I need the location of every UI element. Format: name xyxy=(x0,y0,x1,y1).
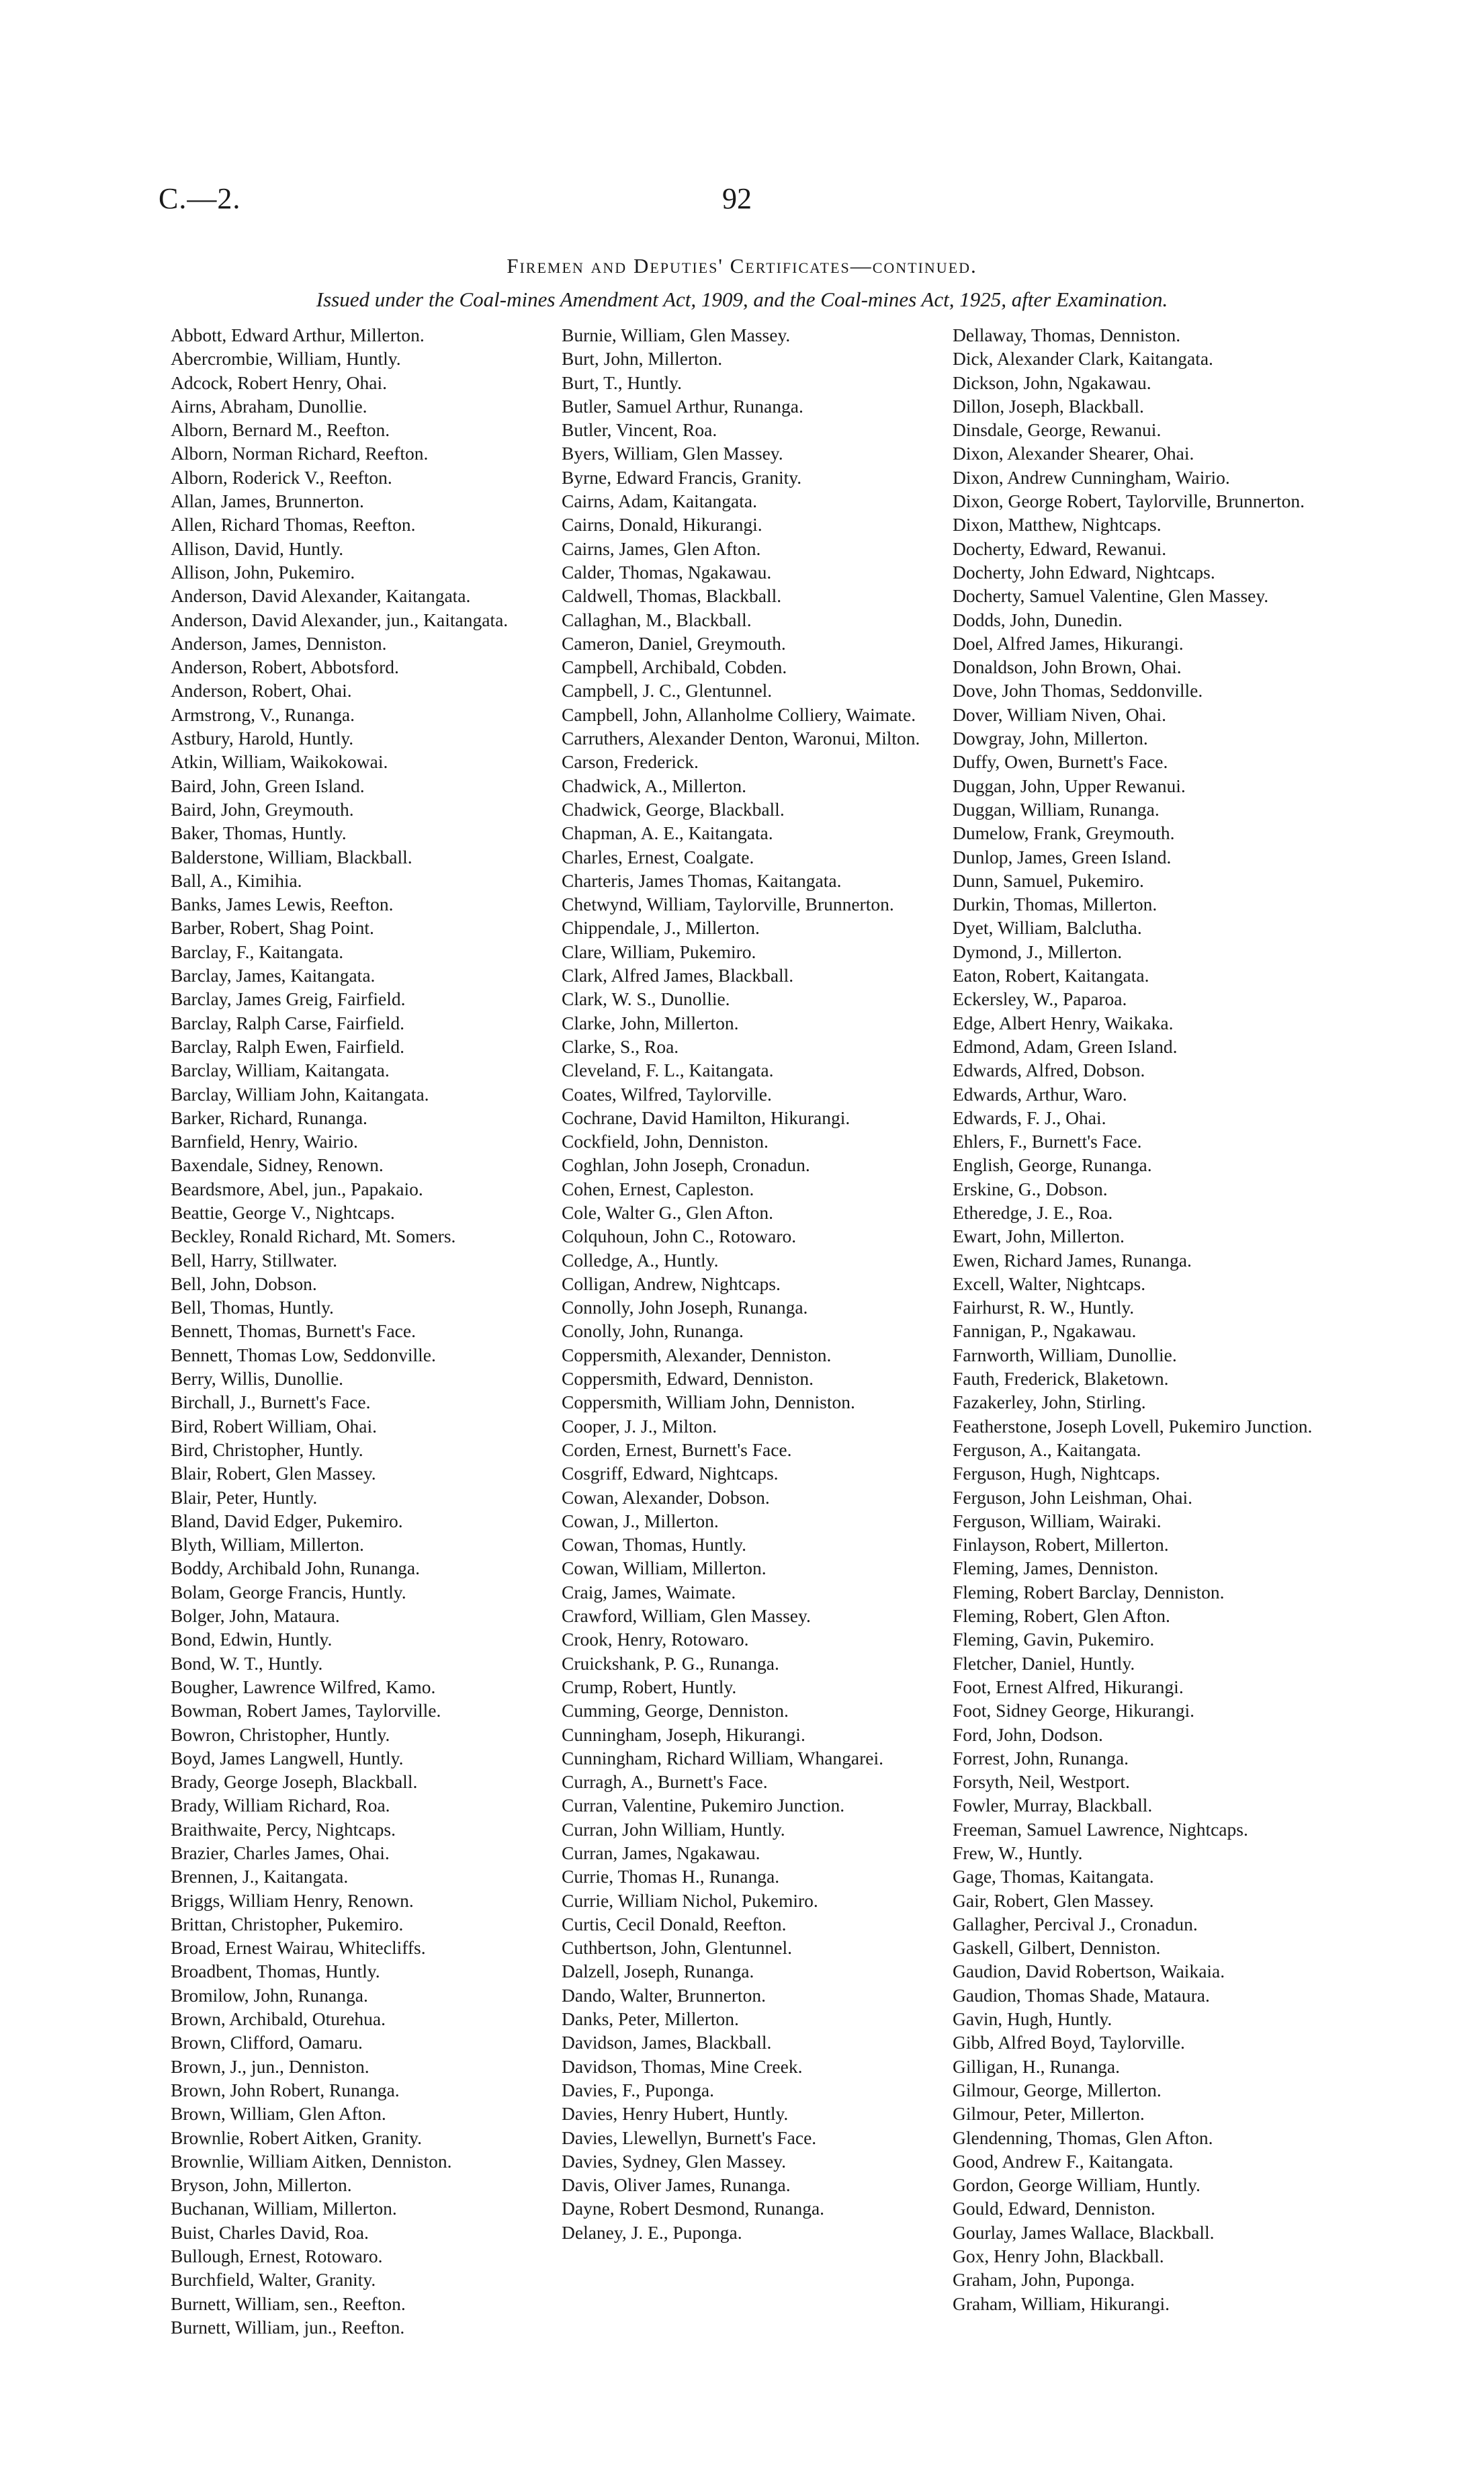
list-entry: Bond, W. T., Huntly. xyxy=(171,1652,323,1674)
list-entry: Etheredge, J. E., Roa. xyxy=(953,1201,1113,1223)
list-entry: Blair, Robert, Glen Massey. xyxy=(171,1463,376,1484)
list-entry: Clarke, S., Roa. xyxy=(562,1035,679,1057)
list-entry: Anderson, David Alexander, Kaitangata. xyxy=(171,585,471,607)
list-entry: Cockfield, John, Denniston. xyxy=(562,1131,769,1152)
list-entry: Clarke, John, Millerton. xyxy=(562,1012,739,1033)
list-entry: Brown, William, Glen Afton. xyxy=(171,2103,386,2125)
list-entry: Fleming, Robert Barclay, Denniston. xyxy=(953,1581,1225,1603)
list-entry: Alborn, Roderick V., Reefton. xyxy=(171,466,392,488)
list-entry: Cruickshank, P. G., Runanga. xyxy=(562,1652,779,1674)
list-entry: Conolly, John, Runanga. xyxy=(562,1320,744,1342)
list-entry: Crump, Robert, Huntly. xyxy=(562,1676,737,1697)
list-entry: Eckersley, W., Paparoa. xyxy=(953,988,1127,1010)
list-entry: Bell, Thomas, Huntly. xyxy=(171,1297,334,1318)
list-entry: Barclay, William John, Kaitangata. xyxy=(171,1083,429,1105)
list-entry: Brennen, J., Kaitangata. xyxy=(171,1866,349,1887)
list-entry: Butler, Vincent, Roa. xyxy=(562,419,717,441)
list-entry: Bolam, George Francis, Huntly. xyxy=(171,1581,406,1603)
list-entry: Bond, Edwin, Huntly. xyxy=(171,1629,333,1650)
list-entry: Dunlop, James, Green Island. xyxy=(953,846,1172,867)
list-entry: Dove, John Thomas, Seddonville. xyxy=(953,680,1203,701)
list-entry: Callaghan, M., Blackball. xyxy=(562,609,752,630)
list-entry: Fannigan, P., Ngakawau. xyxy=(953,1320,1137,1342)
list-entry: Barber, Robert, Shag Point. xyxy=(171,917,374,939)
list-entry: Charles, Ernest, Coalgate. xyxy=(562,846,754,867)
list-entry: Cleveland, F. L., Kaitangata. xyxy=(562,1060,774,1081)
list-entry: Calder, Thomas, Ngakawau. xyxy=(562,561,772,583)
list-entry: Campbell, Archibald, Cobden. xyxy=(562,656,787,678)
list-entry: Barclay, James, Kaitangata. xyxy=(171,965,376,986)
list-entry: Birchall, J., Burnett's Face. xyxy=(171,1392,371,1413)
list-entry: Crawford, William, Glen Massey. xyxy=(562,1605,811,1627)
list-entry: Briggs, William Henry, Renown. xyxy=(171,1889,414,1911)
list-entry: Armstrong, V., Runanga. xyxy=(171,703,355,725)
list-entry: Banks, James Lewis, Reefton. xyxy=(171,894,394,915)
list-entry: Charteris, James Thomas, Kaitangata. xyxy=(562,869,842,891)
list-entry: Brownlie, Robert Aitken, Granity. xyxy=(171,2127,422,2148)
list-entry: Balderstone, William, Blackball. xyxy=(171,846,412,867)
list-entry: Alborn, Bernard M., Reefton. xyxy=(171,419,390,441)
list-entry: Cumming, George, Denniston. xyxy=(562,1700,789,1721)
list-entry: Brazier, Charles James, Ohai. xyxy=(171,1842,390,1863)
list-entry: Bowman, Robert James, Taylorville. xyxy=(171,1700,441,1721)
list-entry: Forsyth, Neil, Westport. xyxy=(953,1771,1130,1793)
list-entry: Byrne, Edward Francis, Granity. xyxy=(562,466,802,488)
list-entry: Cooper, J. J., Milton. xyxy=(562,1415,717,1437)
list-entry: Forrest, John, Runanga. xyxy=(953,1747,1129,1768)
list-entry: Allen, Richard Thomas, Reefton. xyxy=(171,514,416,536)
list-entry: Davies, F., Puponga. xyxy=(562,2079,714,2100)
list-entry: Bell, John, Dobson. xyxy=(171,1273,317,1294)
list-entry: Barclay, Ralph Ewen, Fairfield. xyxy=(171,1035,404,1057)
list-entry: Bromilow, John, Runanga. xyxy=(171,1984,368,2006)
list-entry: Campbell, J. C., Glentunnel. xyxy=(562,680,773,701)
list-entry: Dover, William Niven, Ohai. xyxy=(953,703,1167,725)
list-entry: Colledge, A., Huntly. xyxy=(562,1249,719,1271)
list-entry: Cowan, William, Millerton. xyxy=(562,1557,767,1579)
list-entry: Gibb, Alfred Boyd, Taylorville. xyxy=(953,2032,1185,2053)
list-entry: Gordon, George William, Huntly. xyxy=(953,2174,1201,2196)
list-entry: Bell, Harry, Stillwater. xyxy=(171,1249,337,1271)
list-entry: Duggan, William, Runanga. xyxy=(953,798,1160,820)
list-entry: Barclay, William, Kaitangata. xyxy=(171,1060,390,1081)
list-entry: Burnie, William, Glen Massey. xyxy=(562,325,791,345)
list-entry: Edwards, F. J., Ohai. xyxy=(953,1107,1106,1128)
list-entry: Brownlie, William Aitken, Denniston. xyxy=(171,2150,452,2172)
list-entry: Dinsdale, George, Rewanui. xyxy=(953,419,1162,441)
list-entry: Coppersmith, Alexander, Denniston. xyxy=(562,1344,832,1365)
list-entry: Butler, Samuel Arthur, Runanga. xyxy=(562,395,803,417)
list-entry: Allison, David, Huntly. xyxy=(171,538,344,559)
list-entry: Dyet, William, Balclutha. xyxy=(953,917,1142,939)
section-heading: Firemen and Deputies' Certificates—continued. xyxy=(507,254,977,278)
list-entry: Curragh, A., Burnett's Face. xyxy=(562,1771,768,1793)
list-entry: Fowler, Murray, Blackball. xyxy=(953,1795,1153,1816)
list-entry: Currie, Thomas H., Runanga. xyxy=(562,1866,780,1887)
list-entry: Crook, Henry, Rotowaro. xyxy=(562,1629,749,1650)
list-entry: Erskine, G., Dobson. xyxy=(953,1178,1108,1199)
list-entry: Curran, John William, Huntly. xyxy=(562,1818,785,1840)
list-entry: Fazakerley, John, Stirling. xyxy=(953,1392,1146,1413)
list-entry: Fletcher, Daniel, Huntly. xyxy=(953,1652,1135,1674)
list-entry: Burnett, William, jun., Reefton. xyxy=(171,2316,405,2338)
list-entry: Dellaway, Thomas, Denniston. xyxy=(953,325,1181,345)
list-entry: Ferguson, William, Wairaki. xyxy=(953,1510,1162,1531)
list-entry: Bullough, Ernest, Rotowaro. xyxy=(171,2246,383,2267)
list-entry: Gaskell, Gilbert, Denniston. xyxy=(953,1937,1161,1959)
list-entry: Craig, James, Waimate. xyxy=(562,1581,736,1603)
list-entry: Burchfield, Walter, Granity. xyxy=(171,2269,376,2291)
list-entry: Brown, John Robert, Runanga. xyxy=(171,2079,400,2100)
list-entry: Cunningham, Joseph, Hikurangi. xyxy=(562,1723,805,1745)
list-entry: Atkin, William, Waikokowai. xyxy=(171,751,388,773)
name-column-3 xyxy=(953,323,1344,2315)
list-entry: Cowan, Thomas, Huntly. xyxy=(562,1534,746,1555)
list-entry: Anderson, Robert, Ohai. xyxy=(171,680,352,701)
list-entry: English, George, Runanga. xyxy=(953,1154,1152,1176)
list-entry: Chippendale, J., Millerton. xyxy=(562,917,760,939)
list-entry: Barclay, Ralph Carse, Fairfield. xyxy=(171,1012,404,1033)
list-entry: Gair, Robert, Glen Massey. xyxy=(953,1889,1154,1911)
list-entry: Cochrane, David Hamilton, Hikurangi. xyxy=(562,1107,850,1128)
list-entry: Cairns, James, Glen Afton. xyxy=(562,538,761,559)
list-entry: Cuthbertson, John, Glentunnel. xyxy=(562,1937,792,1959)
list-entry: Gould, Edward, Denniston. xyxy=(953,2198,1155,2219)
list-entry: Eaton, Robert, Kaitangata. xyxy=(953,965,1149,986)
list-entry: Dymond, J., Millerton. xyxy=(953,941,1123,962)
list-entry: Adcock, Robert Henry, Ohai. xyxy=(171,372,388,393)
list-entry: Bennett, Thomas, Burnett's Face. xyxy=(171,1320,416,1342)
list-entry: Chadwick, A., Millerton. xyxy=(562,775,746,796)
list-entry: Abercrombie, William, Huntly. xyxy=(171,348,401,370)
list-entry: Gox, Henry John, Blackball. xyxy=(953,2246,1164,2267)
list-entry: Dixon, Andrew Cunningham, Wairio. xyxy=(953,466,1230,488)
list-entry: Dunn, Samuel, Pukemiro. xyxy=(953,869,1144,891)
list-entry: Bolger, John, Mataura. xyxy=(171,1605,340,1627)
list-entry: Dixon, Matthew, Nightcaps. xyxy=(953,514,1162,536)
list-entry: Finlayson, Robert, Millerton. xyxy=(953,1534,1169,1555)
list-entry: Donaldson, John Brown, Ohai. xyxy=(953,656,1182,678)
list-entry: Freeman, Samuel Lawrence, Nightcaps. xyxy=(953,1818,1248,1840)
list-entry: Davies, Llewellyn, Burnett's Face. xyxy=(562,2127,817,2148)
list-entry: Excell, Walter, Nightcaps. xyxy=(953,1273,1146,1294)
list-entry: Davies, Sydney, Glen Massey. xyxy=(562,2150,787,2172)
list-entry: Ferguson, Hugh, Nightcaps. xyxy=(953,1463,1160,1484)
list-entry: Connolly, John Joseph, Runanga. xyxy=(562,1297,808,1318)
list-entry: Byers, William, Glen Massey. xyxy=(562,443,783,464)
section-subheading: Issued under the Coal-mines Amendment Act, 1909, and the Coal-mines Act, 1925, after Examination. xyxy=(316,288,1168,311)
list-entry: Cole, Walter G., Glen Afton. xyxy=(562,1201,774,1223)
list-entry: Beckley, Ronald Richard, Mt. Somers. xyxy=(171,1226,456,1247)
list-entry: Cohen, Ernest, Capleston. xyxy=(562,1178,754,1199)
list-entry: Boddy, Archibald John, Runanga. xyxy=(171,1557,420,1579)
list-entry: Buist, Charles David, Roa. xyxy=(171,2221,369,2243)
list-entry: Fairhurst, R. W., Huntly. xyxy=(953,1297,1135,1318)
list-entry: Chetwynd, William, Taylorville, Brunnerton. xyxy=(562,894,894,915)
list-entry: Barnfield, Henry, Wairio. xyxy=(171,1131,358,1152)
list-entry: Edmond, Adam, Green Island. xyxy=(953,1035,1178,1057)
page-number: 92 xyxy=(722,182,752,215)
list-entry: Dickson, John, Ngakawau. xyxy=(953,372,1151,393)
list-entry: Gourlay, James Wallace, Blackball. xyxy=(953,2221,1215,2243)
list-entry: Campbell, John, Allanholme Colliery, Waimate. xyxy=(562,703,916,725)
list-entry: Glendenning, Thomas, Glen Afton. xyxy=(953,2127,1213,2148)
list-entry: Carson, Frederick. xyxy=(562,751,699,773)
list-entry: Broad, Ernest Wairau, Whitecliffs. xyxy=(171,1937,426,1959)
list-entry: Foot, Ernest Alfred, Hikurangi. xyxy=(953,1676,1184,1697)
list-entry: Coates, Wilfred, Taylorville. xyxy=(562,1083,772,1105)
list-entry: Graham, William, Hikurangi. xyxy=(953,2293,1170,2314)
list-entry: Gage, Thomas, Kaitangata. xyxy=(953,1866,1154,1887)
list-entry: Cowan, Alexander, Dobson. xyxy=(562,1486,770,1508)
list-entry: Dick, Alexander Clark, Kaitangata. xyxy=(953,348,1213,370)
list-entry: Beattie, George V., Nightcaps. xyxy=(171,1201,395,1223)
list-entry: Gilligan, H., Runanga. xyxy=(953,2055,1120,2077)
list-entry: Durkin, Thomas, Millerton. xyxy=(953,894,1158,915)
list-entry: Clark, Alfred James, Blackball. xyxy=(562,965,794,986)
list-entry: Corden, Ernest, Burnett's Face. xyxy=(562,1439,792,1460)
list-entry: Curran, James, Ngakawau. xyxy=(562,1842,760,1863)
list-entry: Ewart, John, Millerton. xyxy=(953,1226,1125,1247)
list-entry: Berry, Willis, Dunollie. xyxy=(171,1368,344,1390)
list-entry: Gilmour, Peter, Millerton. xyxy=(953,2103,1145,2125)
list-entry: Ferguson, A., Kaitangata. xyxy=(953,1439,1141,1460)
list-entry: Fleming, James, Denniston. xyxy=(953,1557,1159,1579)
list-entry: Bird, Christopher, Huntly. xyxy=(171,1439,363,1460)
list-entry: Dayne, Robert Desmond, Runanga. xyxy=(562,2198,825,2219)
list-entry: Gilmour, George, Millerton. xyxy=(953,2079,1162,2100)
list-entry: Ferguson, John Leishman, Ohai. xyxy=(953,1486,1192,1508)
list-entry: Dixon, Alexander Shearer, Ohai. xyxy=(953,443,1194,464)
list-entry: Beardsmore, Abel, jun., Papakaio. xyxy=(171,1178,423,1199)
list-entry: Duggan, John, Upper Rewanui. xyxy=(953,775,1186,796)
list-entry: Featherstone, Joseph Lovell, Pukemiro Junction. xyxy=(953,1415,1313,1437)
list-entry: Ehlers, F., Burnett's Face. xyxy=(953,1131,1142,1152)
list-entry: Docherty, Edward, Rewanui. xyxy=(953,538,1167,559)
list-entry: Frew, W., Huntly. xyxy=(953,1842,1083,1863)
list-entry: Davidson, James, Blackball. xyxy=(562,2032,772,2053)
list-entry: Brown, J., jun., Denniston. xyxy=(171,2055,369,2077)
list-entry: Graham, John, Puponga. xyxy=(953,2269,1135,2291)
list-entry: Brady, George Joseph, Blackball. xyxy=(171,1771,418,1793)
list-entry: Bowron, Christopher, Huntly. xyxy=(171,1723,390,1745)
list-entry: Barker, Richard, Runanga. xyxy=(171,1107,367,1128)
list-entry: Burt, T., Huntly. xyxy=(562,372,683,393)
list-entry: Baird, John, Greymouth. xyxy=(171,798,354,820)
list-entry: Dando, Walter, Brunnerton. xyxy=(562,1984,766,2006)
list-entry: Docherty, Samuel Valentine, Glen Massey. xyxy=(953,585,1269,607)
list-entry: Boyd, James Langwell, Huntly. xyxy=(171,1747,404,1768)
list-entry: Bougher, Lawrence Wilfred, Kamo. xyxy=(171,1676,436,1697)
list-entry: Brown, Archibald, Oturehua. xyxy=(171,2008,386,2030)
list-entry: Blyth, William, Millerton. xyxy=(171,1534,364,1555)
list-entry: Ewen, Richard James, Runanga. xyxy=(953,1249,1192,1271)
list-entry: Dalzell, Joseph, Runanga. xyxy=(562,1961,754,1982)
list-entry: Dillon, Joseph, Blackball. xyxy=(953,395,1144,417)
list-entry: Blair, Peter, Huntly. xyxy=(171,1486,318,1508)
list-entry: Edwards, Arthur, Waro. xyxy=(953,1083,1127,1105)
list-entry: Baird, John, Green Island. xyxy=(171,775,365,796)
list-entry: Danks, Peter, Millerton. xyxy=(562,2008,739,2030)
list-entry: Braithwaite, Percy, Nightcaps. xyxy=(171,1818,396,1840)
list-entry: Cairns, Donald, Hikurangi. xyxy=(562,514,762,536)
list-entry: Coghlan, John Joseph, Cronadun. xyxy=(562,1154,810,1176)
list-entry: Bryson, John, Millerton. xyxy=(171,2174,352,2196)
list-entry: Abbott, Edward Arthur, Millerton. xyxy=(171,325,425,345)
list-entry: Foot, Sidney George, Hikurangi. xyxy=(953,1700,1195,1721)
name-column-1 xyxy=(171,323,547,2339)
list-entry: Clark, W. S., Dunollie. xyxy=(562,988,730,1010)
list-entry: Allison, John, Pukemiro. xyxy=(171,561,355,583)
list-entry: Cowan, J., Millerton. xyxy=(562,1510,719,1531)
list-entry: Currie, William Nichol, Pukemiro. xyxy=(562,1889,818,1911)
list-entry: Bennett, Thomas Low, Seddonville. xyxy=(171,1344,436,1365)
list-entry: Airns, Abraham, Dunollie. xyxy=(171,395,367,417)
list-entry: Broadbent, Thomas, Huntly. xyxy=(171,1961,380,1982)
list-entry: Alborn, Norman Richard, Reefton. xyxy=(171,443,429,464)
list-entry: Bland, David Edger, Pukemiro. xyxy=(171,1510,403,1531)
list-entry: Curran, Valentine, Pukemiro Junction. xyxy=(562,1795,845,1816)
list-entry: Bird, Robert William, Ohai. xyxy=(171,1415,377,1437)
list-entry: Docherty, John Edward, Nightcaps. xyxy=(953,561,1215,583)
list-entry: Clare, William, Pukemiro. xyxy=(562,941,756,962)
list-entry: Coppersmith, William John, Denniston. xyxy=(562,1392,855,1413)
list-entry: Caldwell, Thomas, Blackball. xyxy=(562,585,782,607)
list-entry: Coppersmith, Edward, Denniston. xyxy=(562,1368,814,1390)
list-entry: Baxendale, Sidney, Renown. xyxy=(171,1154,384,1176)
list-entry: Brady, William Richard, Roa. xyxy=(171,1795,390,1816)
list-entry: Baker, Thomas, Huntly. xyxy=(171,822,347,844)
list-entry: Gavin, Hugh, Huntly. xyxy=(953,2008,1112,2030)
list-entry: Anderson, James, Denniston. xyxy=(171,632,387,654)
list-entry: Dumelow, Frank, Greymouth. xyxy=(953,822,1175,844)
list-entry: Fleming, Gavin, Pukemiro. xyxy=(953,1629,1155,1650)
list-entry: Fauth, Frederick, Blaketown. xyxy=(953,1368,1169,1390)
list-entry: Good, Andrew F., Kaitangata. xyxy=(953,2150,1174,2172)
list-entry: Burnett, William, sen., Reefton. xyxy=(171,2293,406,2314)
list-entry: Edwards, Alfred, Dobson. xyxy=(953,1060,1145,1081)
page-reference: C.—2. xyxy=(159,182,241,215)
list-entry: Davidson, Thomas, Mine Creek. xyxy=(562,2055,803,2077)
list-entry: Cameron, Daniel, Greymouth. xyxy=(562,632,786,654)
list-entry: Ford, John, Dodson. xyxy=(953,1723,1103,1745)
list-entry: Barclay, James Greig, Fairfield. xyxy=(171,988,406,1010)
list-entry: Gaudion, David Robertson, Waikaia. xyxy=(953,1961,1225,1982)
list-entry: Gallagher, Percival J., Cronadun. xyxy=(953,1913,1198,1934)
list-entry: Barclay, F., Kaitangata. xyxy=(171,941,344,962)
list-entry: Dixon, George Robert, Taylorville, Brunnerton. xyxy=(953,490,1305,512)
list-entry: Cosgriff, Edward, Nightcaps. xyxy=(562,1463,779,1484)
list-entry: Carruthers, Alexander Denton, Waronui, Milton. xyxy=(562,728,920,749)
list-entry: Davies, Henry Hubert, Huntly. xyxy=(562,2103,789,2125)
list-entry: Cairns, Adam, Kaitangata. xyxy=(562,490,757,512)
list-entry: Brown, Clifford, Oamaru. xyxy=(171,2032,363,2053)
list-entry: Ball, A., Kimihia. xyxy=(171,869,302,891)
list-entry: Colligan, Andrew, Nightcaps. xyxy=(562,1273,781,1294)
list-entry: Doel, Alfred James, Hikurangi. xyxy=(953,632,1184,654)
list-entry: Cunningham, Richard William, Whangarei. xyxy=(562,1747,884,1768)
list-entry: Farnworth, William, Dunollie. xyxy=(953,1344,1177,1365)
list-entry: Dowgray, John, Millerton. xyxy=(953,728,1148,749)
list-entry: Duffy, Owen, Burnett's Face. xyxy=(953,751,1168,773)
list-entry: Davis, Oliver James, Runanga. xyxy=(562,2174,791,2196)
list-entry: Astbury, Harold, Huntly. xyxy=(171,728,354,749)
list-entry: Allan, James, Brunnerton. xyxy=(171,490,364,512)
list-entry: Dodds, John, Dunedin. xyxy=(953,609,1123,630)
name-column-2 xyxy=(562,323,943,2244)
list-entry: Edge, Albert Henry, Waikaka. xyxy=(953,1012,1174,1033)
list-entry: Fleming, Robert, Glen Afton. xyxy=(953,1605,1170,1627)
list-entry: Chadwick, George, Blackball. xyxy=(562,798,785,820)
list-entry: Curtis, Cecil Donald, Reefton. xyxy=(562,1913,787,1934)
list-entry: Brittan, Christopher, Pukemiro. xyxy=(171,1913,404,1934)
list-entry: Burt, John, Millerton. xyxy=(562,348,723,370)
list-entry: Chapman, A. E., Kaitangata. xyxy=(562,822,773,844)
list-entry: Anderson, Robert, Abbotsford. xyxy=(171,656,399,678)
list-entry: Colquhoun, John C., Rotowaro. xyxy=(562,1226,797,1247)
list-entry: Anderson, David Alexander, jun., Kaitangata. xyxy=(171,609,509,630)
list-entry: Delaney, J. E., Puponga. xyxy=(562,2221,742,2243)
list-entry: Buchanan, William, Millerton. xyxy=(171,2198,397,2219)
list-entry: Gaudion, Thomas Shade, Mataura. xyxy=(953,1984,1210,2006)
